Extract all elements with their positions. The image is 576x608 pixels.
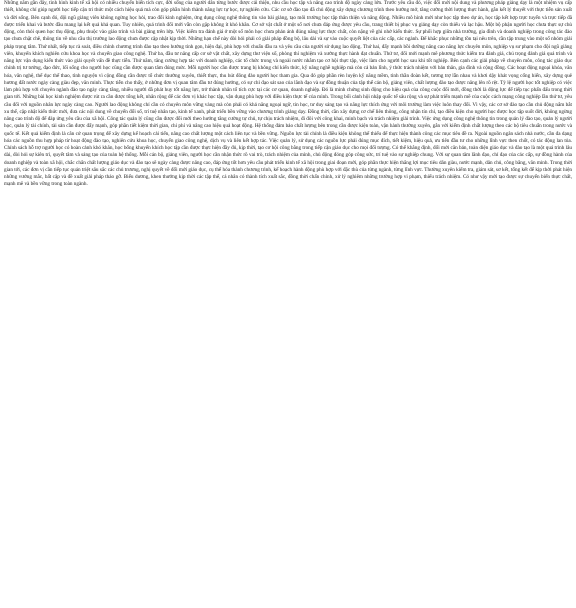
paragraph: Có thể khẳng định, đổi mới căn bản, toàn diện giáo dục và đào tạo là một quá trình lâu dài, đòi hỏi sự kiên trì, quyết tâm và sáng tạo của toàn hệ thống. Mỗi cán bộ, giảng viên, người học cần nhận thức rõ vai trò, trách nhiệm của mình, chủ động đóng góp công sức, trí tuệ vào sự nghiệp chung. Với sự quan tâm lãnh đạo, chỉ đạo của các cấp, sự đồng hành của doanh nghiệp và toàn xã hội, chắc chắn chất lượng giáo dục và đào tạo sẽ ngày càng được nâng cao, đáp ứng tốt hơn yêu cầu phát triển kinh tế xã hội trong giai đoạn mới, góp phần thực hiện thắng lợi mục tiêu dân giàu, nước mạnh, dân chủ, công bằng, văn minh.	[4, 145, 572, 166]
paragraph: Trong thời gian tới, các đơn vị cần tiếp tục quán triệt sâu sắc các chủ trương, nghị quyết về đổi mới giáo dục, cụ thể hóa thành chương trình, kế hoạch hành động phù hợp với đặc thù của từng ngành, từng lĩnh vực. Thường xuyên kiểm tra, giám sát, sơ kết, tổng kết để kịp thời phát hiện những vướng mắc, bất cập và đề xuất giải pháp tháo gỡ. Biểu dương, khen thưởng kịp thời các tập thể, cá nhân có thành tích xuất sắc, đồng thời chấn chỉnh, xử lý nghiêm những trường hợp vi phạm, thiếu trách nhiệm. Có như vậy mới tạo được sự chuyển biến thực chất, mạnh mẽ và bền vững trong toàn ngành.	[4, 159, 573, 188]
paragraph: Để khắc phục những tồn tại nêu trên, cần tập trung vào một số nhóm giải pháp trọng tâm. Thứ nhất, tiếp tục rà soát, điều chỉnh chương trình đào tạo theo hướng tinh gọn, hiện đại, phù hợp với chuẩn đầu ra và yêu cầu của người sử dụng lao động. Thứ hai, đẩy mạnh bồi dưỡng nâng cao năng lực chuyên môn, nghiệp vụ sư phạm cho đội ngũ giảng viên, khuyến khích nghiên cứu khoa học và chuyển giao công nghệ. Thứ ba, đầu tư nâng cấp cơ sở vật chất, xây dựng thư viện số, phòng thí nghiệm và xưởng thực hành đạt chuẩn. Thứ tư, đổi mới mạnh mẽ phương thức kiểm tra đánh giá, chú trọng đánh giá quá trình và năng lực vận dụng kiến thức vào giải quyết vấn đề thực tiễn. Thứ năm, tăng cường hợp tác với doanh nghiệp, các tổ chức trong và ngoài nước nhằm tạo cơ hội thực tập, việc làm cho người học sau khi tốt nghiệp.	[4, 36, 573, 64]
paragraph: Những năm gần đây, tình hình kinh tế xã hội có nhiều chuyển biến tích cực, đời sống của người dân từng bước được cải thiện, nhu cầu học tập và nâng cao trình độ ngày càng lớn. Trước yêu cầu đó, việc đổi mới nội dung và phương pháp giảng dạy là một nhiệm vụ cấp thiết, không chỉ giúp người học tiếp cận tri thức một cách hiệu quả mà còn góp phần hình thành năng lực tự học, tự nghiên cứu. Các cơ sở đào tạo đã chủ động xây dựng chương trình theo hướng mở, tăng cường thời lượng thực hành, gắn kết lý thuyết với thực tiễn sản xuất và đời sống. Bên cạnh đó, đội ngũ giảng viên không ngừng học hỏi, trao đổi kinh nghiệm, ứng dụng công nghệ thông tin vào bài giảng, tạo môi trường học tập thân thiện và năng động. Nhiều mô hình mới như học tập theo dự án, học tập kết hợp trực tuyến và trực tiếp đã được triển khai và bước đầu mang lại kết quả khả quan.	[4, 0, 572, 28]
paragraph: Công tác quản lý cũng cần được đổi mới theo hướng tăng cường tự chủ, tự chịu trách nhiệm, đi đôi với công khai, minh bạch và trách nhiệm giải trình. Việc ứng dụng công nghệ thông tin trong quản lý đào tạo, quản lý người học, quản lý tài chính, tài sản cần được đẩy mạnh, góp phần tiết kiệm thời gian, chi phí và nâng cao hiệu quả hoạt động. Hệ thống đảm bảo chất lượng bên trong cần được kiện toàn, vận hành thường xuyên, gắn với kiểm định chất lượng theo các bộ tiêu chuẩn trong nước và quốc tế. Kết quả kiểm định là căn cứ quan trọng để xây dựng kế hoạch cải tiến, nâng cao chất lượng một cách liên tục và bền vững.	[4, 116, 572, 137]
body-text	[4, 0, 572, 189]
paragraph: Thực tiễn cho thấy, ở những đơn vị quan tâm đầu tư đúng hướng, có sự chỉ đạo sát sao của lãnh đạo và sự đồng thuận của tập thể cán bộ, giảng viên, chất lượng đào tạo được nâng lên rõ rệt. Tỷ lệ người học tốt nghiệp có việc làm phù hợp với chuyên ngành đào tạo ngày càng tăng, nhiều người đã phát huy tốt năng lực, trở thành nhân tố tích cực tại các cơ quan, doanh nghiệp. Đó là minh chứng sinh động cho hiệu quả của công cuộc đổi mới, đồng thời là động lực để tiếp tục phấn đấu trong thời gian tới. Những bài học kinh nghiệm được rút ra cần được tổng kết, nhân rộng để các đơn vị khác học tập, vận dụng phù hợp với điều kiện thực tế của mình.	[4, 79, 572, 101]
paragraph: Trong bối cảnh hội nhập quốc tế sâu rộng và sự phát triển mạnh mẽ của cuộc cách mạng công nghiệp lần thứ tư, yêu cầu đối với nguồn nhân lực ngày càng cao. Người lao động không chỉ cần có chuyên môn vững vàng mà còn phải có khả năng ngoại ngữ, tin học, tư duy sáng tạo và năng lực thích ứng với môi trường làm việc luôn thay đổi. Vì vậy, các cơ sở đào tạo cần chủ động nắm bắt xu thế, cập nhật kiến thức mới, đưa các nội dung về chuyển đổi số, trí tuệ nhân tạo, kinh tế xanh, phát triển bền vững vào chương trình giảng dạy. Đồng thời, cần xây dựng cơ chế liên thông, công nhận tín chỉ, tạo điều kiện cho người học được học tập suốt đời, không ngừng nâng cao trình độ để đáp ứng yêu cầu của xã hội.	[4, 94, 572, 122]
paragraph: Tuy nhiên, quá trình đổi mới vẫn còn gặp không ít khó khăn. Cơ sở vật chất ở một số nơi chưa đáp ứng được yêu cầu, trang thiết bị phục vụ giảng dạy còn thiếu và lạc hậu. Một bộ phận người học chưa thực sự chủ động, còn thói quen học thụ động, phụ thuộc vào giáo trình và bài giảng trên lớp. Việc kiểm tra đánh giá ở một số môn học chưa phản ánh đúng năng lực thực chất, còn nặng về ghi nhớ kiến thức. Sự phối hợp giữa nhà trường, gia đình và doanh nghiệp trong công tác đào tạo chưa chặt chẽ, thông tin về nhu cầu thị trường lao động chưa được cập nhật kịp thời. Những hạn chế này đòi hỏi phải có giải pháp đồng bộ, lâu dài và sự vào cuộc quyết liệt của các cấp, các ngành.	[4, 21, 573, 43]
paragraph: Nguồn lực tài chính là điều kiện không thể thiếu để thực hiện thành công các mục tiêu đề ra. Ngoài nguồn ngân sách nhà nước, cần đa dạng hóa các nguồn thu hợp pháp từ hoạt động đào tạo, nghiên cứu khoa học, chuyển giao công nghệ, dịch vụ và liên kết hợp tác. Việc quản lý, sử dụng các nguồn lực phải đúng mục đích, tiết kiệm, hiệu quả, ưu tiên đầu tư cho những lĩnh vực then chốt, có tác động lan tỏa. Chính sách hỗ trợ người học có hoàn cảnh khó khăn, học bổng khuyến khích học tập cần được thực hiện đầy đủ, kịp thời, tạo cơ hội công bằng trong tiếp cận giáo dục cho mọi đối tượng.	[4, 130, 572, 151]
paragraph: Bên cạnh các giải pháp về chuyên môn, công tác giáo dục chính trị tư tưởng, đạo đức, lối sống cho người học cũng cần được quan tâm đúng mức. Mỗi người học cần được trang bị không chỉ kiến thức, kỹ năng nghề nghiệp mà còn cả bản lĩnh, ý thức trách nhiệm với bản thân, gia đình và cộng đồng. Các hoạt động ngoại khóa, văn hóa, văn nghệ, thể dục thể thao, tình nguyện vì cộng đồng cần được tổ chức thường xuyên, thiết thực, thu hút đông đảo người học tham gia. Qua đó góp phần rèn luyện kỹ năng mềm, tinh thần đoàn kết, tương trợ lẫn nhau và khơi dậy khát vọng cống hiến, xây dựng quê hương đất nước ngày càng giàu đẹp, văn minh.	[4, 58, 572, 86]
